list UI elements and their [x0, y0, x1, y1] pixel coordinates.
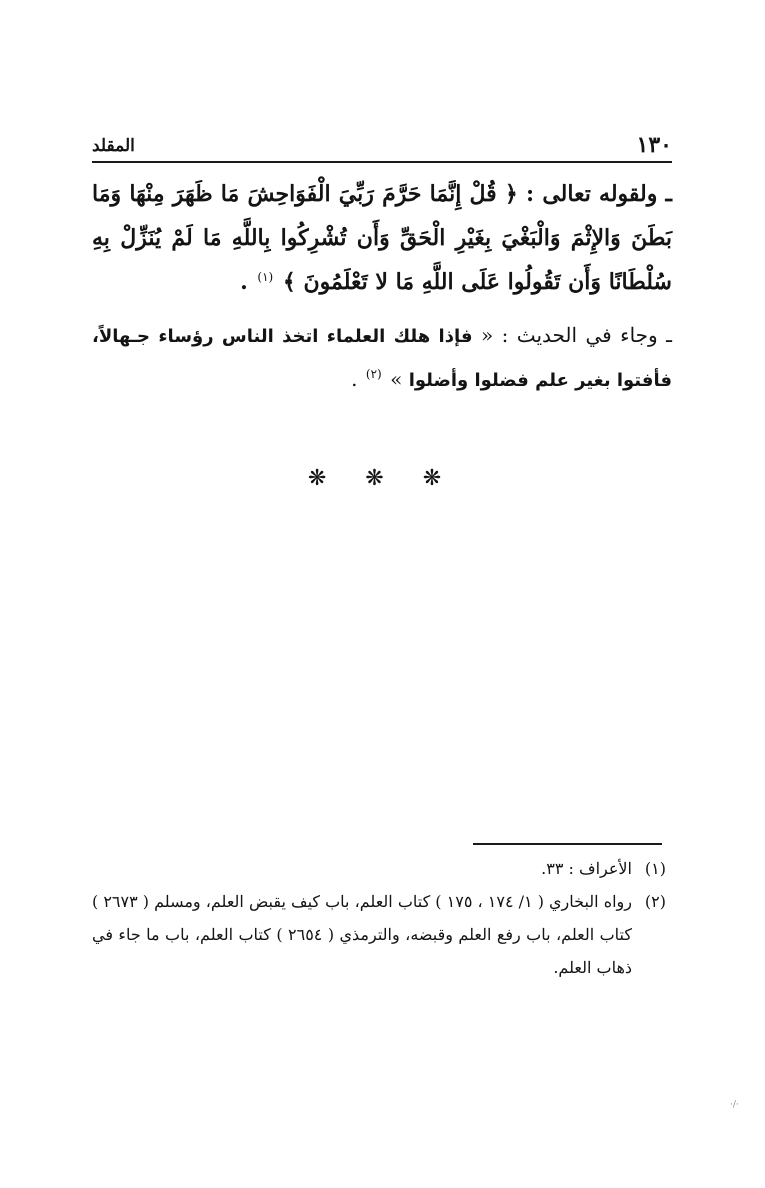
running-title: المقلد — [92, 136, 135, 156]
section-separator: ❋ ❋ ❋ — [307, 466, 458, 491]
footnote-text: رواه البخاري ( ١/ ١٧٤ ، ١٧٥ ) كتاب العلم، باب كيف يقبض العلم، ومسلم ( ٢٦٧٣ ) كتاب العلم، باب رفع العلم وقبضه، والترمذي ( ٢٦٥٤ ) كتاب العلم، باب ما جاء في ذهاب العلم. — [92, 892, 632, 977]
hadith-close: » — [390, 367, 403, 391]
footnotes — [92, 852, 672, 984]
footnote-ref-2[interactable]: (٢) — [365, 367, 382, 382]
verse-text: ـ ولقوله تعالى : ﴿ قُلْ إِنَّمَا حَرَّمَ رَبِّيَ الْفَوَاحِشَ مَا ظَهَرَ مِنْهَا وَمَا بَطَنَ وَالإِثْمَ وَالْبَغْيَ بِغَيْرِ الْحَقِّ وَأَن تُشْرِكُوا بِاللَّهِ مَا لَمْ يُنَزِّلْ بِهِ سُلْطَانًا وَأَن تَقُولُوا عَلَى اللَّهِ مَا لا تَعْلَمُونَ ﴾ — [92, 181, 672, 295]
footnote-number: (١) — [644, 859, 666, 878]
header-rule — [92, 161, 672, 163]
verse-paragraph — [92, 172, 672, 304]
hadith-quote: فإذا هلك العلماء اتخذ الناس رؤساء جـهالاً، فأفتوا بغير علم فضلوا وأضلوا — [92, 326, 672, 391]
footnote-ref-1[interactable]: (١) — [257, 269, 274, 284]
page-header — [92, 132, 672, 158]
scan-edge-mark: ·/· — [730, 1100, 739, 1110]
hadith-end: . — [351, 367, 358, 391]
footnote-number: (٢) — [644, 892, 666, 911]
page-number: ١٣٠ — [636, 132, 672, 158]
hadith-intro: ـ وجاء في الحديث : « — [480, 323, 673, 347]
footnote-text: الأعراف : ٣٣. — [541, 859, 632, 878]
footnote-1 — [92, 852, 672, 885]
hadith-paragraph — [92, 314, 672, 402]
verse-end: . — [240, 269, 248, 295]
footnote-rule — [473, 843, 662, 845]
footnote-2 — [92, 885, 672, 984]
